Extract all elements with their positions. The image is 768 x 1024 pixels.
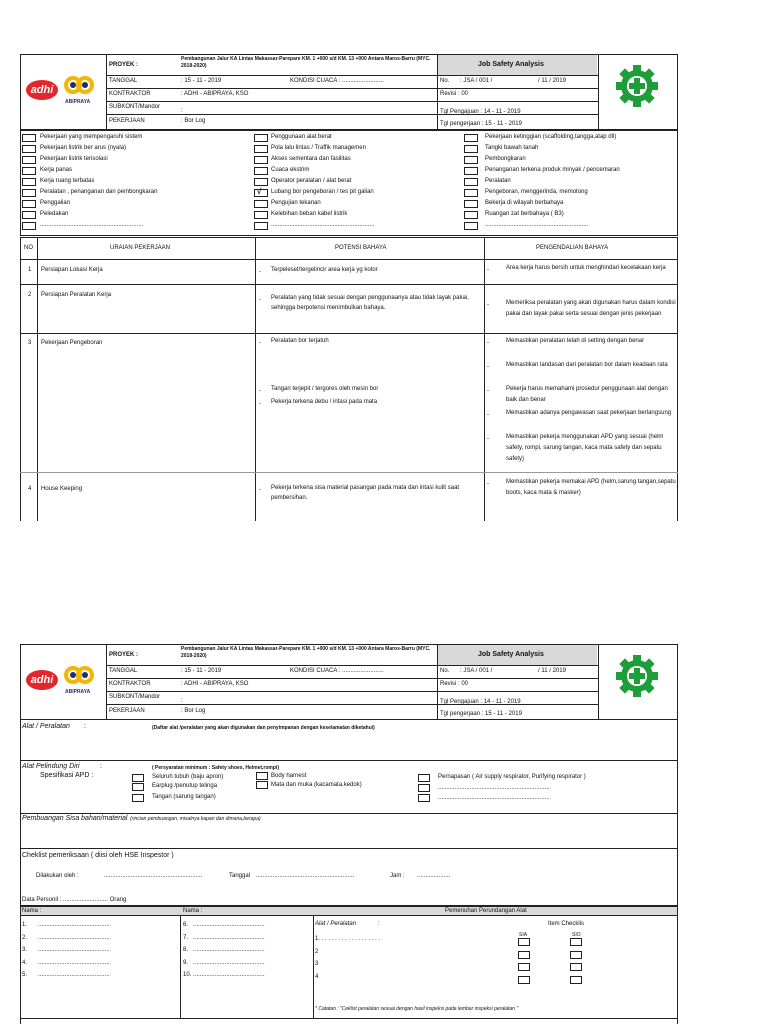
checklist-label-3-9: ..............................................................	[485, 222, 589, 228]
pengendalian-bullet: -	[487, 388, 489, 394]
alat-colon: :	[84, 723, 86, 730]
potensi-bullet: -	[259, 269, 261, 275]
alat-list-item: 1. . . . . . . . . . . . . . . . . . .	[315, 936, 381, 942]
checklist-label-1-8: Peledakan	[40, 211, 69, 217]
checklist-label-1-9: ..............................................................	[40, 222, 144, 228]
sio-checkbox[interactable]	[570, 976, 582, 984]
revisi: Revisi : 00	[440, 91, 469, 97]
alat2-colon: :	[378, 921, 380, 927]
pengendalian-text: Memeriksa peralatan yang akan digunakan harus dalam kondisi pakai dan layak pakai serta sesuai dengan jenis pekerjaan	[506, 300, 676, 317]
table-row-uraian: Pekerjaan Pengeboran	[41, 340, 103, 346]
person-number: 9.	[183, 959, 189, 966]
dilakukan-field[interactable]: ...........................................................	[104, 873, 203, 879]
subkont-label-2: SUBKONT/Mandor	[109, 694, 161, 700]
alat-note: (Daftar alat /peralatan yang akan digunakan dan penyimpanan dengan keselamatan diketahui)	[152, 725, 375, 731]
checklist-box-3-3[interactable]	[464, 156, 478, 164]
apd-item-2: Earplug /penutup telinga	[152, 783, 218, 789]
person-name-field[interactable]: ...........................................	[38, 947, 110, 953]
pembuangan-note: (rincian pembuangan, misalnya kapan dan dimana,berapa)	[130, 816, 261, 822]
person-name-field[interactable]: ...........................................	[193, 922, 265, 928]
abipraya-logo-text: ABIPRAYA	[65, 99, 91, 105]
subkont-label: SUBKONT/Mandor	[109, 104, 161, 110]
checklist-label-2-5: Operator peralatan / alat berat	[271, 178, 352, 184]
sio-checkbox[interactable]	[570, 938, 582, 946]
table-header-potensi: POTENSI BAHAYA	[335, 245, 387, 251]
proyek-value: Pembangunan Jalur KA Lintas Makassar-Parepare KM. 1 +000 s/d KM. 13 +000 Antara Maros-Barru (MYC. 2018-2020)	[181, 56, 431, 69]
no-label-2: No.	[440, 668, 450, 674]
pengendalian-text: Memastikan peralatan telah di setting dengan benar	[506, 338, 645, 344]
kontraktor-label: KONTRAKTOR	[109, 91, 151, 97]
person-number: 5.	[22, 972, 28, 978]
checklist-label-2-7: Pengujian tekanan	[271, 200, 321, 206]
checklist-box-1-3[interactable]	[22, 156, 36, 164]
alat-list-item: 3	[315, 961, 319, 967]
tanggal-check-field[interactable]: ...........................................................	[256, 873, 355, 879]
proyek-label: PROYEK :	[109, 62, 139, 68]
data-personil: Data Personil : ........................... Orang	[22, 897, 127, 903]
adhi-logo-2: adhi	[26, 670, 58, 690]
person-name-field[interactable]: ...........................................	[193, 934, 265, 941]
abipraya-logo-text-2: ABIPRAYA	[65, 689, 91, 695]
person-number: 7.	[183, 934, 189, 941]
apd-colon: :	[100, 763, 102, 770]
sia-checkbox[interactable]	[518, 951, 530, 959]
pengendalian-bullet: -	[487, 340, 489, 346]
checklist-box-2-3[interactable]	[254, 156, 268, 164]
checklist-label-1-2: Pekerjaan listrik ber arus (nyala)	[40, 145, 127, 151]
apd-checkbox-2[interactable]	[132, 783, 144, 791]
dilakukan-label: Dilakukan oleh :	[36, 873, 79, 879]
apd-checkbox-8[interactable]	[418, 794, 430, 802]
tgl-pengajuan: Tgl Pengajuan : 14 - 11 - 2019	[440, 109, 521, 115]
pengendalian-bullet: -	[487, 412, 489, 418]
sia-label: SIA	[519, 932, 528, 938]
checklist-label-1-5: Kerja ruang terbatas	[40, 178, 95, 184]
tanggal-value-2: : 15 - 11 - 2019	[181, 668, 222, 674]
apd-item-8: ...................................................................	[438, 795, 550, 801]
checklist-label-2-3: Akses sementara dan fasilitas	[271, 156, 351, 162]
checklist-label-1-4: Kerja panas	[40, 167, 73, 173]
checklist-box-3-4[interactable]	[464, 167, 478, 175]
apd-item-5: Mata dan muka (kacamata,kedok)	[271, 782, 362, 788]
checklist-label-2-8: Kelebihan beban kabel listrik	[271, 211, 348, 217]
person-name-field[interactable]: ...........................................	[193, 947, 265, 953]
table-row-uraian: Persiapan Lokasi Kerja	[41, 267, 103, 273]
potensi-bullet: -	[259, 401, 261, 407]
proyek-value-2: Pembangunan Jalur KA Lintas Makassar-Parepare KM. 1 +000 s/d KM. 13 +000 Antara Maros-Barru (MYC. 2018-2020)	[181, 646, 431, 659]
checklist-label-3-5: Peralatan	[485, 178, 511, 184]
table-header-uraian: URAIAN PEKERJAAN	[110, 245, 171, 251]
pengendalian-text: Memastikan pekerja memakai APD (helm,sarung tangan,sepatu boots, kaca mata & masker)	[506, 479, 676, 496]
person-number: 4.	[22, 959, 28, 966]
tanggal-label-2: TANGGAL	[109, 668, 138, 674]
potensi-text: Peralatan yang tidak sesuai dengan penggunaanya atau tidak layak pakai, sehingga berpotensi menimbulkan bahaya.	[271, 295, 469, 311]
no-label: No.	[440, 78, 450, 84]
table-row-no: 4	[28, 486, 32, 492]
table-row-no: 3	[28, 340, 32, 346]
pengendalian-bullet: -	[487, 267, 489, 273]
apd-checkbox-5[interactable]	[256, 781, 268, 789]
revisi-2: Revisi : 00	[440, 681, 469, 687]
alat2-label: Alat / Peralatan	[315, 921, 357, 927]
person-name-field[interactable]: ...........................................	[38, 934, 110, 941]
apd-label: Alat Pelindung Diri	[22, 763, 80, 770]
potensi-text: Pekerja terkena sisa material pasangan pada mata dan iritasi kulit saat pembersihan.	[271, 485, 460, 501]
checklist-box-2-5[interactable]	[254, 178, 268, 186]
table-row-no: 2	[28, 292, 32, 298]
checklist-checkmark-icon: √	[257, 187, 262, 196]
checklist-box-3-7[interactable]	[464, 200, 478, 208]
table-row-uraian: Persiapan Peralatan Kerja	[41, 292, 112, 298]
tanggal-label: TANGGAL	[109, 78, 138, 84]
safety-gear-icon	[612, 63, 662, 109]
checklist-box-3-8[interactable]	[464, 211, 478, 219]
checklist-label-2-6: Lubang bor pengeboran / tes pit galian	[271, 189, 374, 195]
tanggal-check-label: Tanggal	[229, 873, 251, 879]
jam-label: Jam :	[390, 873, 405, 879]
spesifikasi-apd: Spesifikasi APD :	[40, 772, 94, 779]
checklist-box-2-7[interactable]	[254, 200, 268, 208]
checklist-box-2-2[interactable]	[254, 145, 268, 153]
proyek-label-2: PROYEK :	[109, 652, 139, 658]
person-name-field[interactable]: ...........................................	[193, 959, 265, 966]
catatan: * Catatan : "Ceklist peralatan sesuai dengan hasil inspeksi pada lembar inspeksi peralatan "	[315, 1006, 519, 1012]
sio-checkbox[interactable]	[570, 963, 582, 971]
person-name-field[interactable]: ...........................................	[38, 922, 110, 928]
pengendalian-text: Memastikan pekerja menggunakan APD yang sesuai (helm safety, rompi, sarung tangan, kaca mata safety dan sepatu safety)	[506, 434, 664, 462]
checklist-label-3-1: Pekerjaan ketinggian (scaffolding,tangga,atap dll)	[485, 134, 617, 140]
checklist-label-1-1: Pekerjaan yang mempengaruhi sistem	[40, 134, 143, 140]
person-name-field[interactable]: ...........................................	[38, 959, 110, 966]
person-number: 1.	[22, 922, 28, 928]
apd-note: ( Persyaratan minimum : Safety shoes, Helmet,rompi)	[152, 765, 279, 771]
abipraya-logo-icon-2	[64, 666, 94, 688]
pengendalian-text: Memastikan adanya pengawasan saat pekerjaan berlangsung	[506, 410, 672, 416]
item-checklis: Item Checklis	[548, 921, 585, 927]
pekerjaan-value-2: : Bor Log	[181, 708, 206, 714]
person-name-field[interactable]: ...........................................	[193, 972, 265, 978]
safety-gear-icon-2	[612, 653, 662, 699]
apd-item-1: Seluruh tubuh (baju apron)	[152, 774, 224, 780]
potensi-bullet: -	[259, 340, 261, 346]
pemenuhan-header: Pemenuhan Perundangan Alat	[445, 908, 527, 914]
pengendalian-bullet: -	[487, 436, 489, 442]
adhi-logo: adhi	[26, 80, 58, 100]
checklist-label-3-3: Pembongkaran	[485, 156, 526, 162]
kondisi-cuaca-label-2: KONDISI CUACA : .........................	[290, 668, 384, 674]
pengendalian-text: Memastikan landasan dari peralatan bor dalam keadaan rata	[506, 362, 668, 368]
checklist-label-1-6: Peralatan , penanganan dan pembongkaran	[40, 189, 158, 195]
potensi-text: Pekerja terkena debu / iritasi pada mata	[271, 399, 378, 405]
checklist-box-3-2[interactable]	[464, 145, 478, 153]
checklist-label-3-4: Penanganan terkena produk minyak / pencemaran	[485, 167, 620, 173]
table-row-no: 1	[28, 267, 32, 273]
checklist-box-1-6[interactable]	[22, 189, 36, 197]
checklist-label-1-7: Penggalian	[40, 200, 71, 206]
nama-header-1: Nama :	[22, 908, 42, 914]
checklist-box-1-7[interactable]	[22, 200, 36, 208]
sia-checkbox[interactable]	[518, 938, 530, 946]
sio-label: SIO	[572, 932, 581, 938]
no-value: : JSA / 001 /	[460, 78, 493, 84]
tanggal-value: : 15 - 11 - 2019	[181, 78, 222, 84]
kontraktor-value: : ADHI - ABIPRAYA, KSO	[181, 91, 249, 97]
kondisi-cuaca-label: KONDISI CUACA : .........................	[290, 78, 384, 84]
checklist-box-1-8[interactable]	[22, 211, 36, 219]
apd-item-6: Pernapasan ( Air supply respirator, Purifying respirator )	[438, 774, 586, 780]
checklist-box-2-4[interactable]	[254, 167, 268, 175]
apd-checkbox-4[interactable]	[256, 772, 268, 780]
apd-item-4: Body harnest	[271, 773, 307, 779]
checklist-box-1-9[interactable]	[22, 222, 36, 230]
apd-checkbox-6[interactable]	[418, 774, 430, 782]
potensi-bullet: -	[259, 388, 261, 394]
alat-label: Alat / Peralatan	[22, 723, 70, 730]
person-name-field[interactable]: ...........................................	[38, 972, 110, 978]
apd-item-3: Tangan (sarung tangan)	[152, 794, 216, 800]
checklist-label-1-3: Pekerjaan listrik terisolasi	[40, 156, 108, 162]
pengendalian-bullet: -	[487, 481, 489, 487]
person-number: 3.	[22, 947, 28, 953]
pengendalian-bullet: -	[487, 302, 489, 308]
potensi-text: Peralatan bor terjatuh	[271, 338, 329, 344]
checklist-box-1-1[interactable]	[22, 134, 36, 142]
kontraktor-label-2: KONTRAKTOR	[109, 681, 151, 687]
checklist-label-2-2: Pola lalu lintas / Traffik managemen	[271, 145, 366, 151]
table-header-pengendalian: PENGENDALIAN BAHAYA	[536, 245, 609, 251]
checklist-box-3-6[interactable]	[464, 189, 478, 197]
checklist-box-2-9[interactable]	[254, 222, 268, 230]
checklist-label-3-6: Pengeboran, menggerinda, memotong	[485, 189, 588, 195]
checklist-label-2-1: Penggunaan alat berat	[271, 134, 332, 140]
document-title-2: Job Safety Analysis	[478, 651, 544, 658]
jam-field[interactable]: ....................	[417, 873, 451, 879]
checklist-box-3-9[interactable]	[464, 222, 478, 230]
pengendalian-text: Area kerja harus bersih untuk menghindari kecelakaan kerja	[506, 265, 666, 271]
pembuangan-label: Pembuangan Sisa bahan/material	[22, 815, 128, 822]
subkont-value-2: :	[181, 698, 183, 704]
checklist-box-3-1[interactable]	[464, 134, 478, 142]
sia-checkbox[interactable]	[518, 976, 530, 984]
no-date: / 11 / 2019	[538, 78, 566, 84]
pengendalian-bullet: -	[487, 364, 489, 370]
person-number: 8.	[183, 947, 189, 953]
checklist-label-3-2: Tangki bawah tanah	[485, 145, 539, 151]
checklist-label-3-7: Bekerja di wilayah berbahaya	[485, 200, 564, 206]
sio-checkbox[interactable]	[570, 951, 582, 959]
pekerjaan-label: PEKERJAAN	[109, 118, 145, 124]
pengendalian-text: Pekerja harus memahami prosedur penggunaan alat dengan baik dan benar	[506, 386, 668, 403]
document-title: Job Safety Analysis	[478, 61, 544, 68]
potensi-text: Tangan terjepit / tergores oleh mesin bor	[271, 386, 379, 392]
pekerjaan-label-2: PEKERJAAN	[109, 708, 145, 714]
kontraktor-value-2: : ADHI - ABIPRAYA, KSO	[181, 681, 249, 687]
potensi-bullet: -	[259, 487, 261, 493]
checklist-pemeriksaan-label: Cheklist pemeriksaan ( diisi oleh HSE Inspestor )	[22, 852, 174, 859]
potensi-text: Terpeleset/tergelincir area kerja yg kotor	[271, 267, 378, 273]
subkont-value: :	[181, 108, 183, 114]
alat-list-item: 4	[315, 973, 319, 980]
no-value-2: : JSA / 001 /	[460, 668, 493, 674]
apd-item-7: ...................................................................	[438, 785, 550, 791]
sia-checkbox[interactable]	[518, 963, 530, 971]
nama-header-2: Nama :	[183, 908, 203, 914]
alat-list-item: 2	[315, 948, 319, 955]
checklist-box-1-5[interactable]	[22, 178, 36, 186]
person-number: 2.	[22, 934, 28, 941]
no-date-2: / 11 / 2019	[538, 668, 566, 674]
abipraya-logo-icon	[64, 76, 94, 98]
table-row-uraian: House Keeping	[41, 486, 83, 492]
apd-checkbox-3[interactable]	[132, 794, 144, 802]
pekerjaan-value: : Bor Log	[181, 118, 206, 124]
person-number: 6.	[183, 922, 189, 928]
checklist-box-2-8[interactable]	[254, 211, 268, 219]
tgl-pengerjaan: Tgl pengerjaan : 15 - 11 - 2019	[440, 121, 522, 127]
checklist-box-1-2[interactable]	[22, 145, 36, 153]
checklist-label-3-8: Ruangan zat berbahaya ( B3)	[485, 211, 564, 217]
tgl-pengerjaan-2: Tgl pengerjaan : 15 - 11 - 2019	[440, 711, 522, 717]
tgl-pengajuan-2: Tgl Pengajuan : 14 - 11 - 2019	[440, 699, 521, 705]
potensi-bullet: -	[259, 297, 261, 303]
checklist-box-1-4[interactable]	[22, 167, 36, 175]
apd-checkbox-1[interactable]	[132, 774, 144, 782]
checklist-box-3-5[interactable]	[464, 178, 478, 186]
checklist-box-2-1[interactable]	[254, 134, 268, 142]
checklist-label-2-9: ..............................................................	[271, 222, 375, 228]
person-number: 10.	[183, 972, 192, 978]
apd-checkbox-7[interactable]	[418, 784, 430, 792]
checklist-label-2-4: Cuaca ekstrim	[271, 167, 310, 173]
table-header-no: NO	[24, 245, 33, 251]
